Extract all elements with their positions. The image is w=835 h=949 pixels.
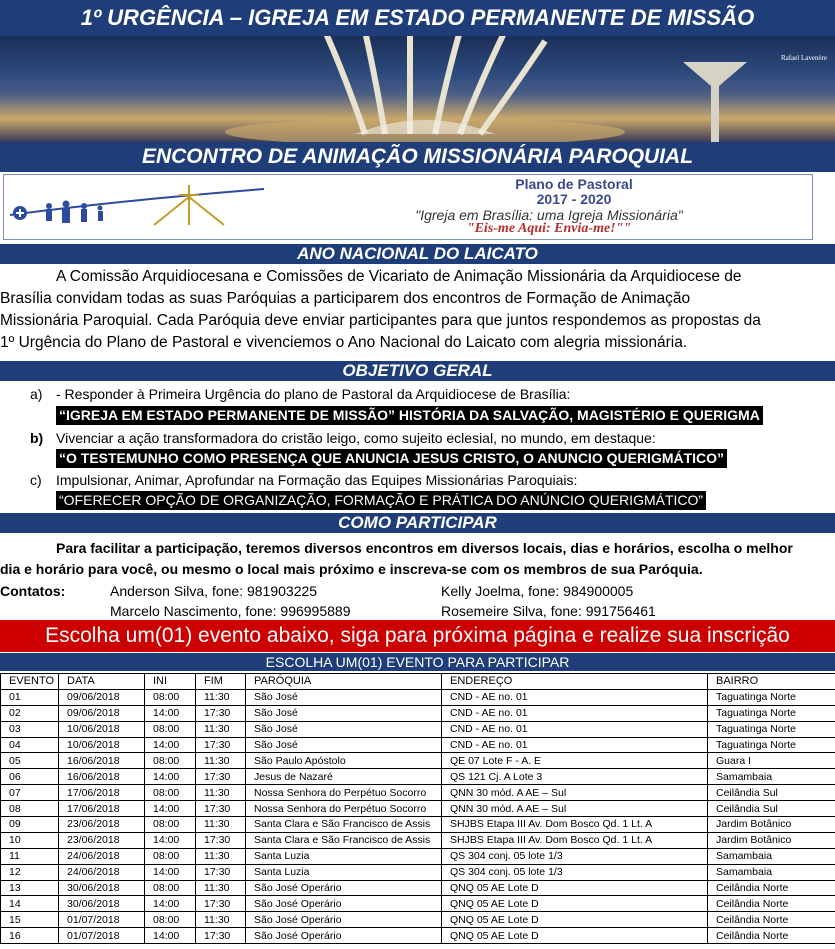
table-cell: Ceilândia Norte	[708, 896, 835, 912]
table-cell: QNN 30 mód. A AE – Sul	[442, 801, 708, 817]
table-cell: 11:30	[196, 817, 246, 833]
table-row[interactable]	[1, 769, 835, 785]
table-cell: 08	[1, 801, 59, 817]
table-cell: 03	[1, 721, 59, 737]
table-cell: 08:00	[145, 689, 196, 705]
table-row[interactable]	[1, 928, 835, 944]
table-cell: 08:00	[145, 817, 196, 833]
table-cell: Jardim Botânico	[708, 817, 835, 833]
table-header-row	[1, 674, 835, 690]
table-cell: CND - AE no. 01	[442, 705, 708, 721]
events-table-title: ESCOLHA UM(01) EVENTO PARA PARTICIPAR	[0, 653, 835, 671]
table-row[interactable]	[1, 848, 835, 864]
table-cell: SHJBS Etapa III Av. Dom Bosco Qd. 1 Lt. A	[442, 832, 708, 848]
objective-highlight: “IGREJA EM ESTADO PERMANENTE DE MISSÃO” HISTÓRIA DA SALVAÇÃO, MAGISTÉRIO E QUERIGMA	[56, 406, 763, 425]
table-cell: 01	[1, 689, 59, 705]
table-cell: 16/06/2018	[59, 769, 145, 785]
intro-paragraph	[0, 266, 835, 354]
section-participar-heading: COMO PARTICIPAR	[0, 513, 835, 533]
table-cell: 30/06/2018	[59, 896, 145, 912]
table-cell: 10	[1, 832, 59, 848]
table-cell: São José	[246, 721, 442, 737]
table-cell: 11:30	[196, 912, 246, 928]
table-cell: 08:00	[145, 753, 196, 769]
contact-item: Anderson Silva, fone: 981903225	[110, 583, 318, 599]
table-cell: Taguatinga Norte	[708, 705, 835, 721]
page-title: 1º URGÊNCIA – IGREJA EM ESTADO PERMANENTE DE MISSÃO	[0, 0, 835, 36]
table-cell: Ceilândia Norte	[708, 912, 835, 928]
table-cell: Ceilândia Sul	[708, 785, 835, 801]
table-cell: 14:00	[145, 801, 196, 817]
column-header: DATA	[59, 674, 145, 690]
table-cell: 15	[1, 912, 59, 928]
objective-letter: b)	[30, 430, 44, 446]
intro-line: Missionária Paroquial. Cada Paróquia deve enviar participantes para que juntos respondemos as propostas da	[0, 312, 761, 329]
table-cell: 11:30	[196, 785, 246, 801]
table-cell: São Paulo Apóstolo	[246, 753, 442, 769]
objective-letter: c)	[30, 472, 42, 488]
table-row[interactable]	[1, 896, 835, 912]
table-cell: CND - AE no. 01	[442, 689, 708, 705]
column-header: ENDEREÇO	[442, 674, 708, 690]
table-cell: 17:30	[196, 737, 246, 753]
table-row[interactable]	[1, 721, 835, 737]
table-cell: 12	[1, 864, 59, 880]
table-cell: QS 304 conj. 05 lote 1/3	[442, 848, 708, 864]
bell-tower-illustration	[675, 56, 755, 142]
table-cell: 11:30	[196, 880, 246, 896]
objective-text: Vivenciar a ação transformadora do cristão leigo, como sujeito eclesial, no mundo, em destaque:	[56, 430, 656, 446]
plan-title-line1: Plano de Pastoral	[515, 176, 633, 192]
table-cell: Santa Clara e São Francisco de Assis	[246, 817, 442, 833]
column-header: BAIRRO	[708, 674, 835, 690]
table-cell: 11:30	[196, 848, 246, 864]
events-table	[0, 673, 835, 944]
table-cell: Ceilândia Norte	[708, 928, 835, 944]
objective-highlight: “O TESTEMUNHO COMO PRESENÇA QUE ANUNCIA JESUS CRISTO, O ANUNCIO QUERIGMÁTICO”	[56, 449, 727, 468]
table-cell: 06	[1, 769, 59, 785]
section-objetivo-heading: OBJETIVO GERAL	[0, 361, 835, 381]
table-cell: Jesus de Nazaré	[246, 769, 442, 785]
table-cell: Samambaia	[708, 848, 835, 864]
intro-line: A Comissão Arquidiocesana e Comissões de Vicariato de Animação Missionária da Arquidiocese de	[56, 268, 742, 285]
objective-highlight: “OFERECER OPÇÃO DE ORGANIZAÇÃO, FORMAÇÃO E PRÁTICA DO ANÚNCIO QUERIGMÁTICO”	[56, 491, 706, 510]
table-cell: São José	[246, 689, 442, 705]
participation-text	[0, 538, 835, 580]
column-header: FIM	[196, 674, 246, 690]
table-cell: 14	[1, 896, 59, 912]
table-row[interactable]	[1, 912, 835, 928]
table-cell: 11:30	[196, 721, 246, 737]
table-cell: 11	[1, 848, 59, 864]
subtitle: ENCONTRO DE ANIMAÇÃO MISSIONÁRIA PAROQUIAL	[0, 142, 835, 172]
table-cell: Santa Luzia	[246, 864, 442, 880]
plan-title	[444, 177, 704, 207]
section-laicato-heading: ANO NACIONAL DO LAICATO	[0, 244, 835, 264]
contact-item: Marcelo Nascimento, fone: 996995889	[110, 603, 351, 619]
table-cell: 10/06/2018	[59, 721, 145, 737]
table-cell: 01/07/2018	[59, 928, 145, 944]
table-cell: 14:00	[145, 864, 196, 880]
families-cross-icon	[4, 175, 294, 239]
table-cell: São José Operário	[246, 912, 442, 928]
table-row[interactable]	[1, 832, 835, 848]
table-row[interactable]	[1, 705, 835, 721]
table-cell: CND - AE no. 01	[442, 737, 708, 753]
table-cell: Taguatinga Norte	[708, 721, 835, 737]
table-cell: 14:00	[145, 928, 196, 944]
cathedral-illustration	[215, 36, 635, 142]
contacts-label: Contatos:	[0, 583, 66, 599]
table-cell: Taguatinga Norte	[708, 689, 835, 705]
column-header: PARÓQUIA	[246, 674, 442, 690]
table-cell: Santa Luzia	[246, 848, 442, 864]
table-row[interactable]	[1, 817, 835, 833]
participation-line: Para facilitar a participação, teremos diversos encontros em diversos locais, dias e horários, escolha o melhor	[56, 540, 793, 556]
table-cell: 02	[1, 705, 59, 721]
table-cell: QS 304 conj. 05 lote 1/3	[442, 864, 708, 880]
table-cell: 07	[1, 785, 59, 801]
intro-line: Brasília convidam todas as suas Paróquias a participarem dos encontros de Formação de Animação	[0, 290, 691, 307]
table-row[interactable]	[1, 880, 835, 896]
table-cell: Guara I	[708, 753, 835, 769]
table-cell: QNQ 05 AE Lote D	[442, 928, 708, 944]
table-cell: QS 121 Cj. A Lote 3	[442, 769, 708, 785]
table-cell: 08:00	[145, 721, 196, 737]
intro-line: 1º Urgência do Plano de Pastoral e vivenciemos o Ano Nacional do Laicato com alegria missionária.	[0, 334, 688, 351]
table-cell: 14:00	[145, 896, 196, 912]
table-cell: Nossa Senhora do Perpétuo Socorro	[246, 801, 442, 817]
table-cell: QNQ 05 AE Lote D	[442, 912, 708, 928]
table-cell: 09/06/2018	[59, 689, 145, 705]
table-cell: QNQ 05 AE Lote D	[442, 880, 708, 896]
table-cell: 04	[1, 737, 59, 753]
table-cell: São José Operário	[246, 880, 442, 896]
table-cell: 23/06/2018	[59, 832, 145, 848]
table-row[interactable]	[1, 801, 835, 817]
contact-item: Rosemeire Silva, fone: 991756461	[441, 603, 656, 619]
table-cell: 01/07/2018	[59, 912, 145, 928]
table-cell: 11:30	[196, 689, 246, 705]
objective-text: - Responder à Primeira Urgência do plano de Pastoral da Arquidiocese de Brasília:	[56, 386, 571, 402]
table-cell: 17:30	[196, 928, 246, 944]
table-cell: São José	[246, 737, 442, 753]
table-row[interactable]	[1, 737, 835, 753]
table-cell: 14:00	[145, 705, 196, 721]
participation-line: dia e horário para você, ou mesmo o local mais próximo e inscreva-se com os membros de sua Paróquia.	[0, 561, 703, 577]
table-row[interactable]	[1, 864, 835, 880]
table-cell: São José Operário	[246, 928, 442, 944]
table-cell: São José	[246, 705, 442, 721]
table-cell: 09	[1, 817, 59, 833]
table-cell: 17:30	[196, 896, 246, 912]
table-cell: 11:30	[196, 753, 246, 769]
plan-slogan: "Igreja em Brasília: uma Igreja Missionária"	[415, 207, 683, 223]
column-header: EVENTO	[1, 674, 59, 690]
table-cell: 08:00	[145, 880, 196, 896]
plan-title-line2: 2017 - 2020	[536, 191, 612, 207]
table-cell: QNQ 05 AE Lote D	[442, 896, 708, 912]
plan-motto: "Eis-me Aqui: Envia-me!""	[466, 221, 632, 236]
table-cell: 17/06/2018	[59, 801, 145, 817]
table-cell: 24/06/2018	[59, 848, 145, 864]
objective-text: Impulsionar, Animar, Aprofundar na Formação das Equipes Missionárias Paroquiais:	[56, 472, 578, 488]
table-cell: 05	[1, 753, 59, 769]
photo-credit: Rafael Lavenère	[780, 54, 827, 62]
table-row[interactable]	[1, 689, 835, 705]
table-cell: 17/06/2018	[59, 785, 145, 801]
table-row[interactable]	[1, 753, 835, 769]
table-cell: 13	[1, 880, 59, 896]
table-cell: Jardim Botânico	[708, 832, 835, 848]
table-cell: 16	[1, 928, 59, 944]
table-cell: Samambaia	[708, 769, 835, 785]
table-cell: QNN 30 mód. A AE – Sul	[442, 785, 708, 801]
table-cell: Samambaia	[708, 864, 835, 880]
table-cell: 23/06/2018	[59, 817, 145, 833]
pastoral-plan-logo	[3, 174, 813, 240]
table-cell: 17:30	[196, 705, 246, 721]
objective-letter: a)	[30, 386, 43, 402]
table-cell: 14:00	[145, 832, 196, 848]
table-cell: 14:00	[145, 769, 196, 785]
table-cell: 08:00	[145, 848, 196, 864]
table-cell: 08:00	[145, 785, 196, 801]
cathedral-banner	[0, 36, 835, 142]
contact-item: Kelly Joelma, fone: 984900005	[441, 583, 634, 599]
table-cell: 30/06/2018	[59, 880, 145, 896]
table-cell: Ceilândia Sul	[708, 801, 835, 817]
table-cell: Taguatinga Norte	[708, 737, 835, 753]
table-cell: 14:00	[145, 737, 196, 753]
table-cell: CND - AE no. 01	[442, 721, 708, 737]
table-cell: 08:00	[145, 912, 196, 928]
table-cell: 10/06/2018	[59, 737, 145, 753]
table-cell: 09/06/2018	[59, 705, 145, 721]
table-cell: São José Operário	[246, 896, 442, 912]
choose-event-banner: Escolha um(01) evento abaixo, siga para próxima página e realize sua inscrição	[0, 620, 835, 652]
table-cell: Ceilândia Norte	[708, 880, 835, 896]
table-cell: 16/06/2018	[59, 753, 145, 769]
table-row[interactable]	[1, 785, 835, 801]
table-cell: Santa Clara e São Francisco de Assis	[246, 832, 442, 848]
table-cell: Nossa Senhora do Perpétuo Socorro	[246, 785, 442, 801]
table-cell: 17:30	[196, 769, 246, 785]
table-cell: 17:30	[196, 801, 246, 817]
table-cell: 17:30	[196, 864, 246, 880]
column-header: INI	[145, 674, 196, 690]
table-cell: 24/06/2018	[59, 864, 145, 880]
table-cell: 17:30	[196, 832, 246, 848]
table-cell: SHJBS Etapa III Av. Dom Bosco Qd. 1 Lt. A	[442, 817, 708, 833]
table-cell: QE 07 Lote F - A. E	[442, 753, 708, 769]
